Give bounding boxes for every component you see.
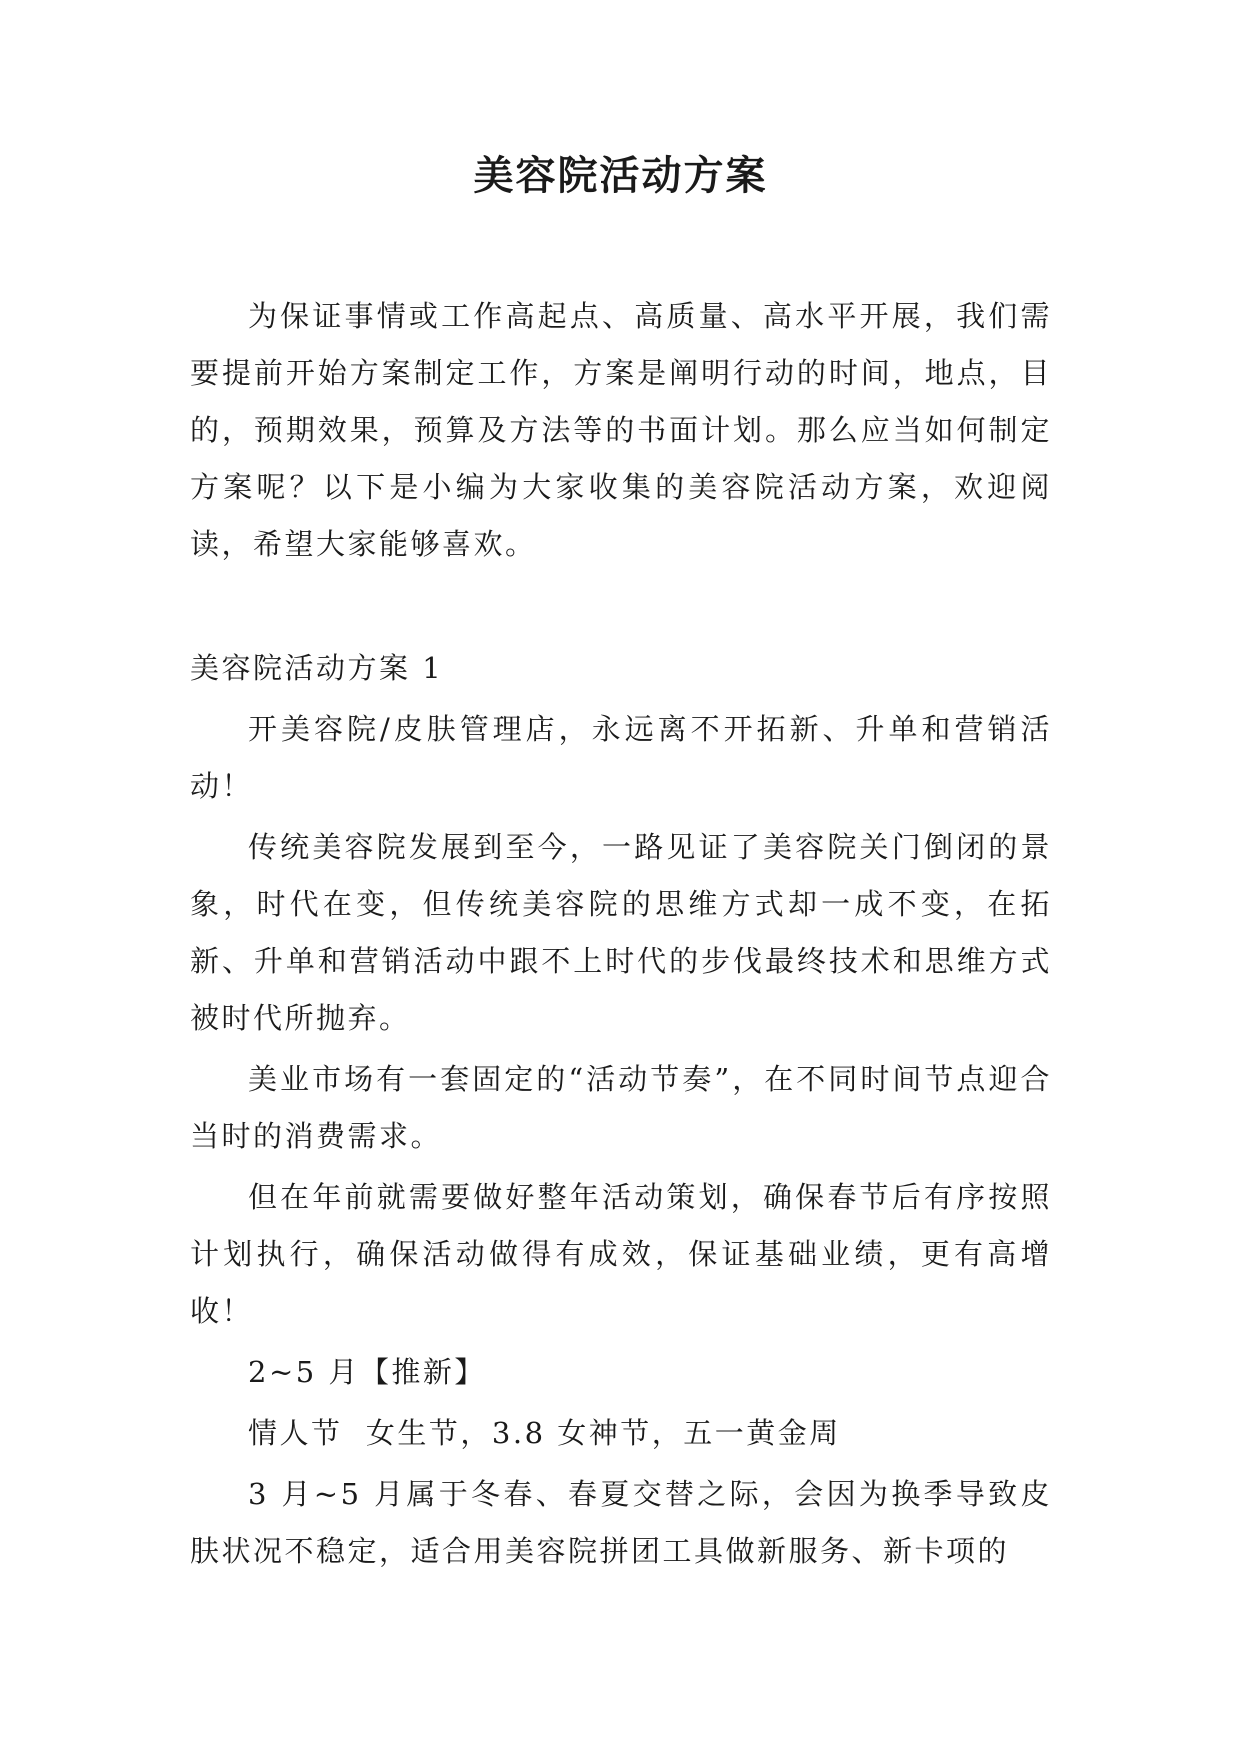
- intro-block: [190, 288, 1052, 573]
- intro-paragraph: 为保证事情或工作高起点、高质量、高水平开展，我们需要提前开始方案制定工作，方案是阐明行动的时间，地点，目的，预期效果，预算及方法等的书面计划。那么应当如何制定方案呢？以下是小编为大家收集的美容院活动方案，欢迎阅读，希望大家能够喜欢。: [190, 299, 1052, 561]
- paragraph: 传统美容院发展到至今，一路见证了美容院关门倒闭的景象，时代在变，但传统美容院的思维方式却一成不变，在拓新、升单和营销活动中跟不上时代的步伐最终技术和思维方式被时代所抛弃。: [190, 830, 1052, 1035]
- section-1: [190, 640, 1052, 1580]
- paragraph: 但在年前就需要做好整年活动策划，确保春节后有序按照计划执行，确保活动做得有成效，保证基础业绩，更有高增收！: [190, 1180, 1052, 1328]
- paragraph: 开美容院/皮肤管理店，永远离不开拓新、升单和营销活动！: [190, 712, 1052, 803]
- month-range-heading: 2~5 月【推新】: [248, 1355, 486, 1389]
- section-heading: 美容院活动方案 1: [190, 651, 444, 685]
- holiday-list: 情人节 女生节，3.8 女神节，五一黄金周: [248, 1416, 841, 1450]
- paragraph: 美业市场有一套固定的“活动节奏”，在不同时间节点迎合当时的消费需求。: [190, 1062, 1052, 1153]
- paragraph: 3 月~5 月属于冬春、春夏交替之际，会因为换季导致皮肤状况不稳定，适合用美容院拼团工具做新服务、新卡项的: [190, 1477, 1052, 1568]
- document-title: 美容院活动方案: [473, 152, 768, 199]
